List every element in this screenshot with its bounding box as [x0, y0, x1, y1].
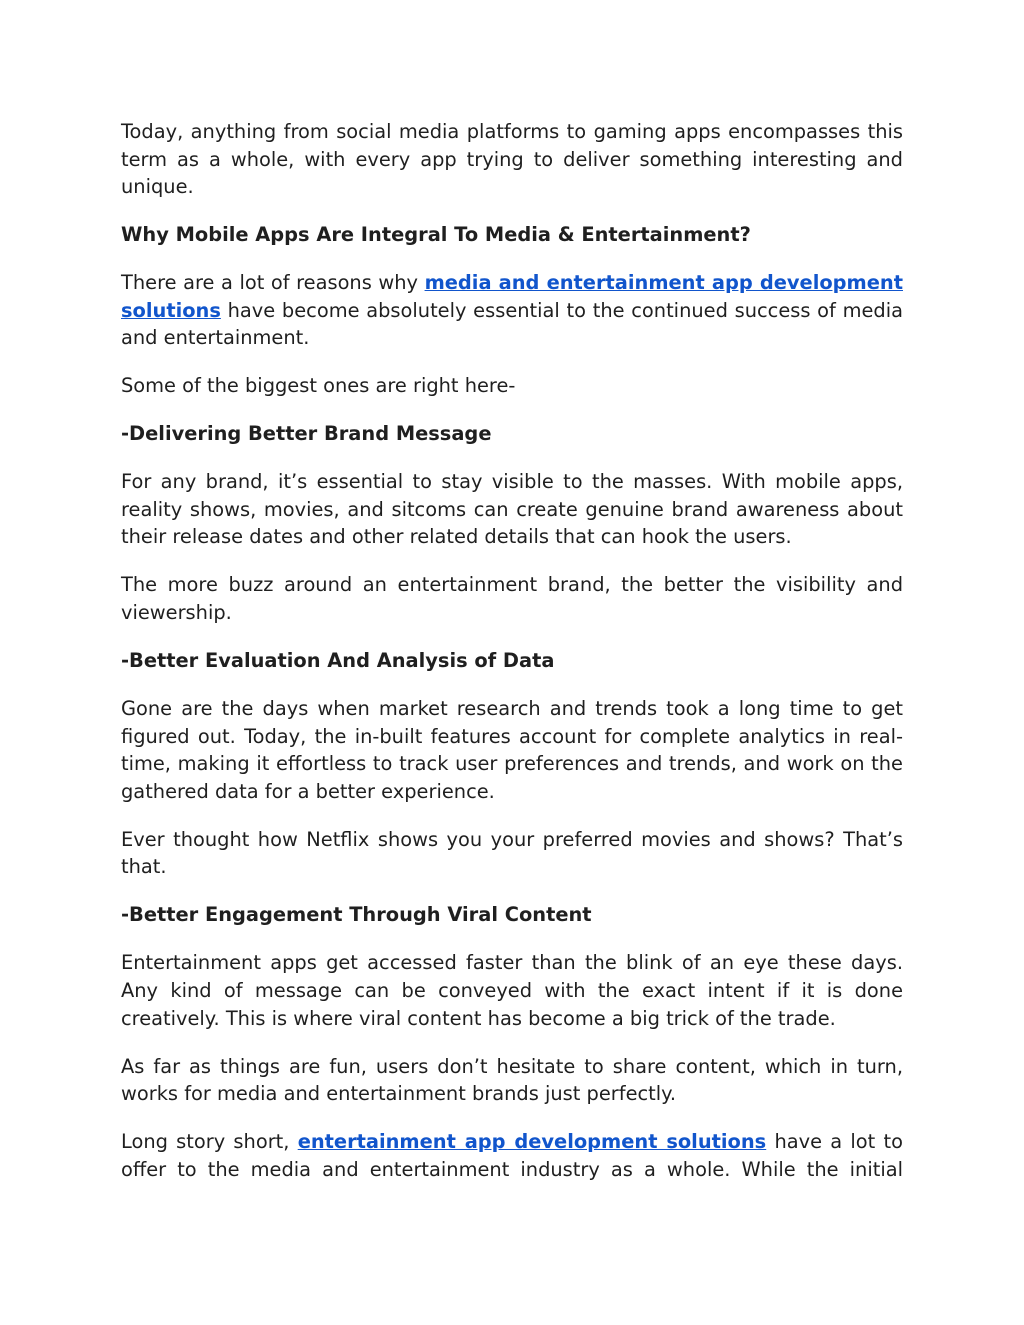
media-entertainment-solutions-link[interactable]: media and entertainment app development solutions: [121, 271, 903, 322]
entertainment-solutions-link[interactable]: entertainment app development solutions: [297, 1130, 767, 1154]
conclusion-paragraph: [121, 1128, 903, 1183]
viral-content-paragraph: Entertainment apps get accessed faster than the blink of an eye these days. Any kind of message can be conveyed with the exact intent if it is done creatively. This is where viral content has become a big trick of the trade.: [121, 951, 903, 1030]
reasons-text-start: There are a lot of reasons why: [121, 271, 425, 295]
section-heading-data-analysis: -Better Evaluation And Analysis of Data: [121, 649, 555, 673]
section-heading-viral-content: -Better Engagement Through Viral Content: [121, 903, 592, 927]
reasons-paragraph: [121, 269, 903, 352]
conclusion-text-end: have a lot to offer to the media and entertainment industry as a whole. While the initial: [121, 1130, 903, 1181]
section-heading-brand-message: -Delivering Better Brand Message: [121, 422, 492, 446]
buzz-paragraph: The more buzz around an entertainment brand, the better the visibility and viewership.: [121, 573, 903, 625]
section-heading-integral: Why Mobile Apps Are Integral To Media & Entertainment?: [121, 223, 751, 247]
reasons-text-end: have become absolutely essential to the continued success of media and entertainment.: [121, 298, 903, 350]
conclusion-text-start: Long story short,: [121, 1130, 298, 1154]
analytics-paragraph: Gone are the days when market research and trends took a long time to get figured out. Today, the in-built features account for complete analytics in real-time, making it effortless to track user preferences and trends, and work on the gathered data for a better experience.: [121, 697, 903, 803]
document-page: [121, 118, 903, 1204]
netflix-paragraph: Ever thought how Netflix shows you your preferred movies and shows? That’s that.: [121, 827, 903, 879]
brand-visibility-paragraph: For any brand, it’s essential to stay visible to the masses. With mobile apps, reality shows, movies, and sitcoms can create genuine brand awareness about their release dates and other related details that can hook the users.: [121, 470, 903, 549]
biggest-ones-paragraph: Some of the biggest ones are right here-: [121, 374, 516, 398]
sharing-paragraph: As far as things are fun, users don’t hesitate to share content, which in turn, works for media and entertainment brands just perfectly.: [121, 1054, 903, 1106]
intro-paragraph: Today, anything from social media platforms to gaming apps encompasses this term as a whole, with every app trying to deliver something interesting and unique.: [121, 120, 903, 199]
